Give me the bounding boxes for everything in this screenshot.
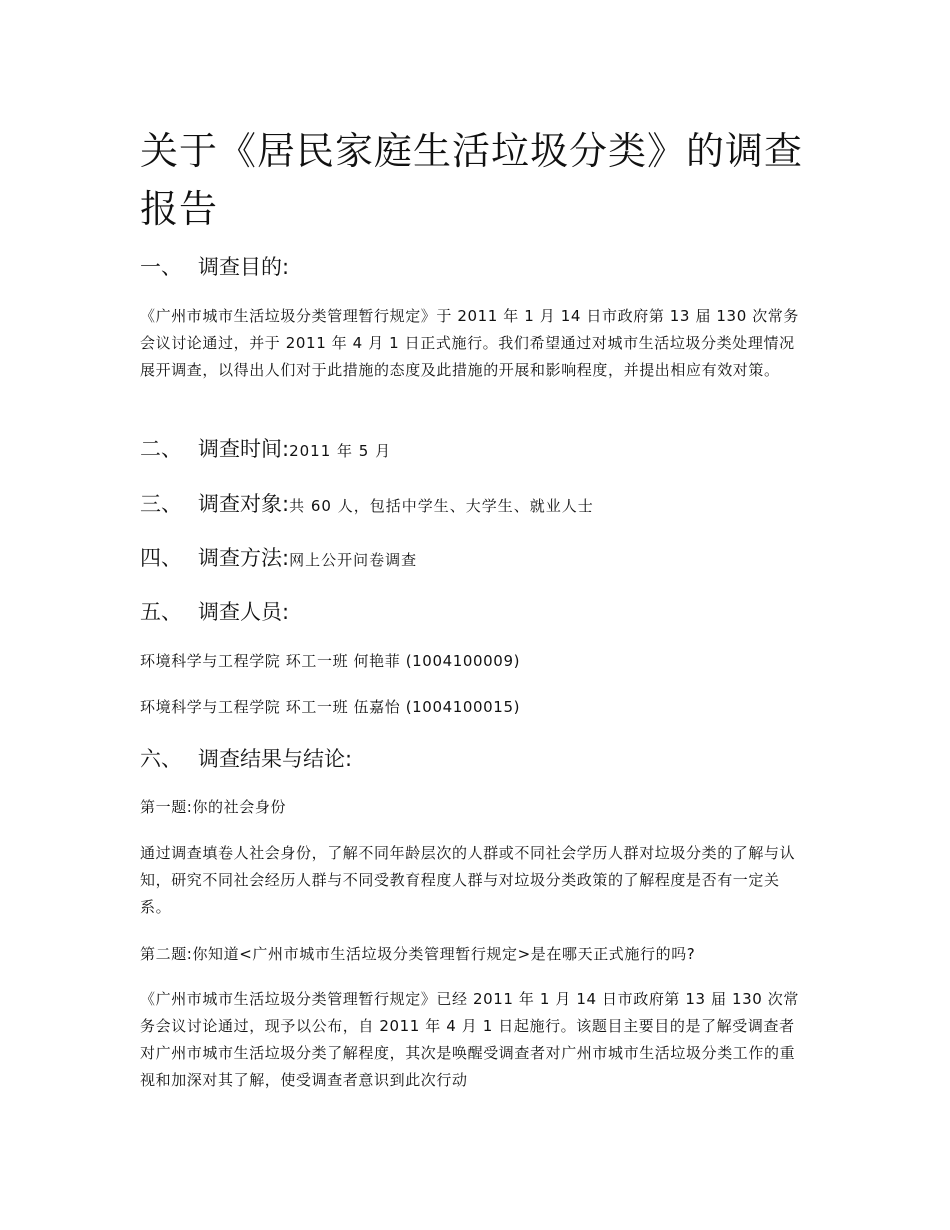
staff-line-1: 环境科学与工程学院 环工一班 何艳菲 (1004100009): [140, 652, 521, 670]
section-number: 四、: [140, 546, 182, 570]
staff-line-2: 环境科学与工程学院 环工一班 伍嘉怡 (1004100015): [140, 698, 521, 716]
section-label: 调查结果与结论:: [198, 747, 353, 771]
section-label: 调查对象:: [198, 492, 290, 516]
question-1-heading: 第一题:你的社会身份: [140, 798, 287, 816]
section-value: 2011 年 5 月: [289, 442, 392, 460]
section-purpose-heading: [140, 252, 289, 282]
section-staff-heading: [140, 597, 289, 627]
section-number: 五、: [140, 600, 182, 624]
section-label: 调查目的:: [198, 255, 290, 279]
section-results-heading: [140, 744, 352, 774]
report-title: 关于《居民家庭生活垃圾分类》的调查报告: [140, 129, 804, 231]
section-value: 网上公开问卷调查: [289, 551, 418, 569]
section-value: 共 60 人，包括中学生、大学生、就业人士: [289, 497, 594, 515]
section-subjects-heading: [140, 489, 594, 521]
section-label: 调查时间:: [198, 437, 290, 461]
section-label: 调查方法:: [198, 546, 290, 570]
question-2-heading: 第二题:你知道<广州市城市生活垃圾分类管理暂行规定>是在哪天正式施行的吗?: [140, 945, 696, 963]
purpose-paragraph: 《广州市城市生活垃圾分类管理暂行规定》于 2011 年 1 月 14 日市政府第 13 届 130 次常务会议讨论通过，并于 2011 年 4 月 1 日正式施行。我们希望通过对城市生活垃圾分类处理情况展开调查，以得出人们对于此措施的态度及此措施的开展和影响程度，并提出相应有效对策。: [140, 307, 800, 379]
question-1-paragraph: 通过调查填卷人社会身份，了解不同年龄层次的人群或不同社会学历人群对垃圾分类的了解与认知，研究不同社会经历人群与不同受教育程度人群与对垃圾分类政策的了解程度是否有一定关系。: [140, 844, 796, 916]
section-number: 一、: [140, 255, 182, 279]
section-number: 三、: [140, 492, 182, 516]
section-method-heading: [140, 543, 417, 575]
section-number: 六、: [140, 747, 182, 771]
section-label: 调查人员:: [198, 600, 290, 624]
question-2-paragraph: 《广州市城市生活垃圾分类管理暂行规定》已经 2011 年 1 月 14 日市政府第 13 届 130 次常务会议讨论通过，现予以公布，自 2011 年 4 月 1 日起施行。该题目主要目的是了解受调查者对广州市城市生活垃圾分类了解程度，其次是唤醒受调查者对广州市城市生活垃圾分类工作的重视和加深对其了解，使受调查者意识到此次行动: [140, 990, 800, 1089]
section-number: 二、: [140, 437, 182, 461]
section-time-heading: [140, 434, 391, 466]
